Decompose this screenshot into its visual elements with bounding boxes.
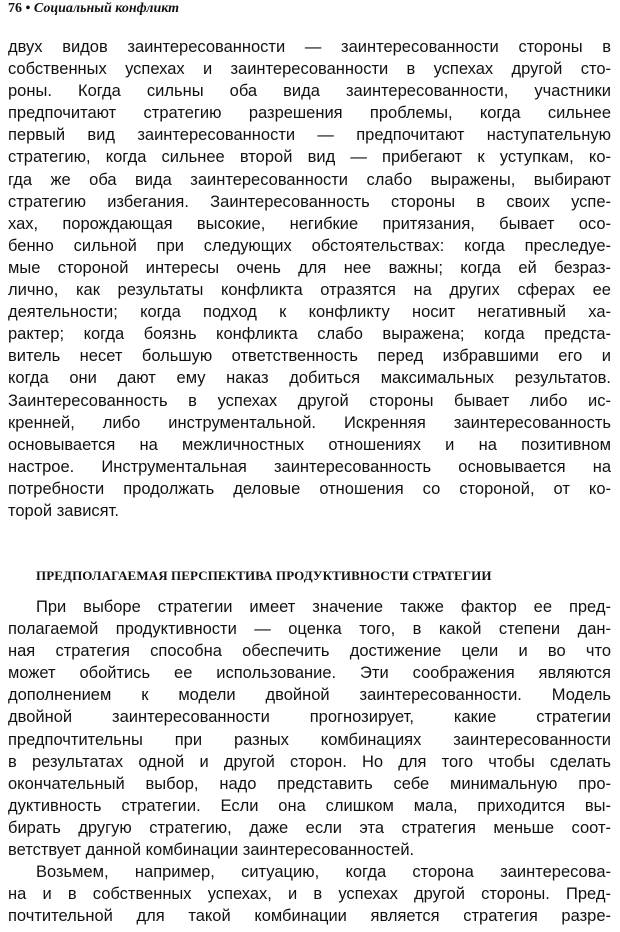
text-line: дополнением к модели двойной заинтересованности. Модель [8,686,611,705]
text-line: на и в собственных успехах, и в успехах другой стороны. Пред- [8,885,611,904]
text-line: предпочтительны при разных комбинациях заинтересованности [8,730,611,749]
text-line: бирать другую стратегию, даже если эта стратегия меньше соот- [8,818,611,837]
text-line: потребности продолжать деловые отношения со стороной, от ко- [8,479,611,498]
text-line: ветствует данной комбинации заинтересованностей. [8,841,415,860]
text-line: дуктивность стратегии. Если она слишком мала, приходится вы- [8,796,611,815]
text-line: может обойтись ее использование. Эти соображения являются [8,664,611,683]
text-line: кренней, либо инструментальной. Искренняя заинтересованность [8,413,611,432]
text-line: двух видов заинтересованности — заинтересованности стороны в [8,38,611,56]
text-line: когда они дают ему наказ добиться максимальных результатов. [8,369,611,388]
text-line: предпочитают стратегию разрешения проблемы, когда сильнее [8,104,611,123]
section-heading: ПРЕДПОЛАГАЕМАЯ ПЕРСПЕКТИВА ПРОДУКТИВНОСТИ СТРАТЕГИИ [36,568,492,583]
text-line: роны. Когда сильны оба вида заинтересованности, участники [8,82,611,101]
text-line: гда же оба вида заинтересованности слабо выражены, выбирают [8,170,611,189]
text-line: мые стороной интересы очень для нее важны; когда ей безраз- [8,258,611,277]
paragraph-continued [8,36,611,522]
text-line: Возьмем, например, ситуацию, когда сторона заинтересова- [36,863,611,881]
text-line: деятельности; когда подход к конфликту носит негативный ха- [8,303,611,322]
text-line: двойной заинтересованности прогнозирует, какие стратегии [8,708,611,727]
text-line: стратегию избегания. Заинтересованность стороны в своих успе- [8,192,611,211]
text-line: торой зависят. [8,501,119,520]
running-header [8,0,179,18]
running-title: Социальный конфликт [33,1,180,16]
text-line: полагаемой продуктивности — оценка того, в какой степени дан- [8,620,611,639]
text-line: почтительной для такой комбинации является стратегия разре- [8,907,611,926]
text-line: ная стратегия способна обеспечить достижение цели и во что [8,642,611,661]
text-line: основывается на межличностных отношениях и на позитивном [8,435,611,454]
text-line: рактер; когда боязнь конфликта слабо выражена; когда предста- [8,325,611,344]
paragraph-example [8,861,611,927]
page-number: 76 [8,1,22,16]
text-line: стратегию, когда сильнее второй вид — прибегают к уступкам, ко- [8,148,611,167]
text-line: хах, порождающая высокие, негибкие притязания, бывает осо- [8,214,611,233]
paragraph-strategy-productivity [8,596,611,861]
text-line: собственных успехах и заинтересованности в успехах другой сто- [8,60,611,79]
text-line: При выборе стратегии имеет значение также фактор ее пред- [36,598,611,616]
text-line: лично, как результаты конфликта отразятся на других сферах ее [8,281,611,300]
text-line: первый вид заинтересованности — предпочитают наступательную [8,126,611,145]
text-line: витель несет большую ответственность перед избравшими его и [8,347,611,366]
text-line: в результатах одной и другой сторон. Но для того чтобы сделать [8,752,611,771]
text-line: бенно сильной при следующих обстоятельствах: когда преследуе- [8,236,611,255]
header-bullet: • [25,1,31,16]
text-line: настрое. Инструментальная заинтересованность основывается на [8,457,611,476]
text-line: окончательный выбор, надо представить себе минимальную про- [8,774,611,793]
text-line: Заинтересованность в успехах другой стороны бывает либо ис- [8,391,611,410]
